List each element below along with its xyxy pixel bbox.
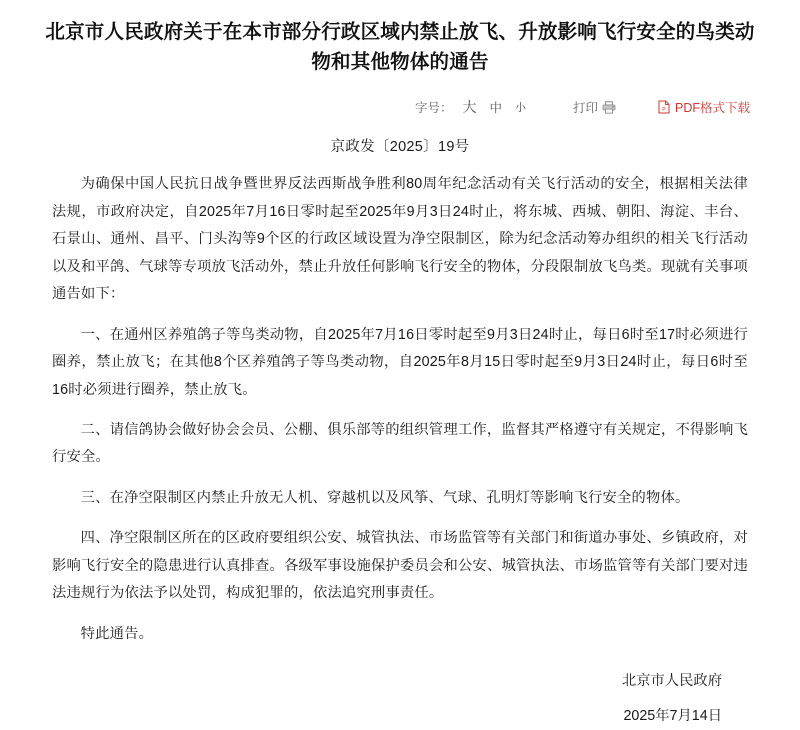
document-toolbar	[36, 97, 764, 117]
body-paragraph: 二、请信鸽协会做好协会会员、公棚、俱乐部等的组织管理工作，监督其严格遵守有关规定，不得影响飞行安全。	[52, 421, 748, 466]
svg-text:P: P	[662, 107, 666, 114]
page-title: 北京市人民政府关于在本市部分行政区域内禁止放飞、升放影响飞行安全的鸟类动物和其他物体的通告	[45, 21, 755, 74]
font-size-label: 字号：	[414, 101, 453, 116]
body-paragraph: 三、在净空限制区内禁止升放无人机、穿越机以及风筝、气球、孔明灯等影响飞行安全的物体。	[80, 489, 690, 506]
body-paragraph: 为确保中国人民抗日战争暨世界反法西斯战争胜利80周年纪念活动有关飞行活动的安全，根据相关法律法规，市政府决定，自2025年7月16日零时起至2025年9月3日24时止，将东城、西城、朝阳、海淀、丰台、石景山、通州、昌平、门头沟等9个区的行政区域设置为净空限制区，除为纪念活动筹办组织的相关飞行活动以及和平鸽、气球等专项放飞活动外，禁止升放任何影响飞行安全的物体，分段限制放飞鸟类。现就有关事项通告如下：	[52, 176, 748, 303]
issue-date: 2025年7月14日	[623, 708, 722, 725]
pdf-download-button[interactable]	[658, 98, 750, 116]
document-body	[36, 171, 764, 648]
print-label: 打印	[572, 101, 598, 116]
document-number: 京政发〔2025〕19号	[330, 139, 470, 156]
body-paragraph: 特此通告。	[80, 625, 154, 642]
print-control[interactable]	[573, 98, 616, 116]
pdf-file-icon	[658, 100, 670, 114]
issuer-signature: 北京市人民政府	[621, 673, 722, 689]
font-size-small-button[interactable]: 小	[514, 102, 526, 115]
font-size-controls	[415, 97, 539, 117]
printer-icon[interactable]	[602, 101, 616, 114]
body-paragraph: 一、在通州区养殖鸽子等鸟类动物，自2025年7月16日零时起至9月3日24时止，每日6时至17时必须进行圈养，禁止放飞；在其他8个区养殖鸽子等鸟类动物，自2025年8月15日零时起至9月3日24时止，每日6时至16时必须进行圈养，禁止放飞。	[52, 326, 748, 398]
font-size-large-button[interactable]: 大	[462, 99, 477, 116]
pdf-download-label: PDF格式下载	[674, 101, 750, 116]
font-size-medium-button[interactable]: 中	[489, 101, 502, 116]
body-paragraph: 四、净空限制区所在的区政府要组织公安、城管执法、市场监管等有关部门和街道办事处、乡镇政府，对影响飞行安全的隐患进行认真排查。各级军事设施保护委员会和公安、城管执法、市场监管等有关部门要对违法违规行为依法予以处罚，构成犯罪的，依法追究刑事责任。	[52, 530, 748, 602]
